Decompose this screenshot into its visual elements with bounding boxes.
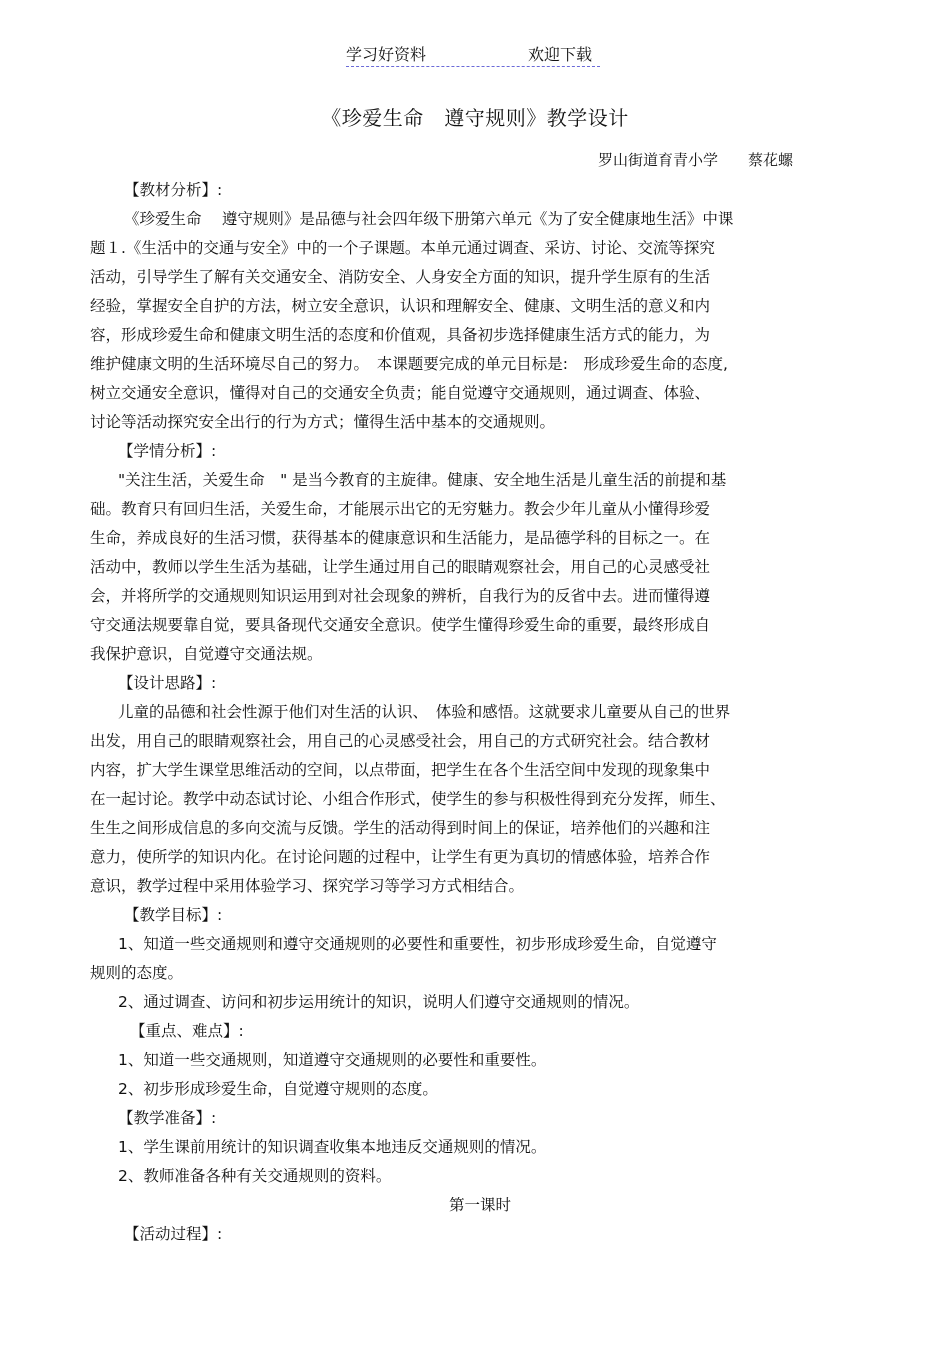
text-line: 2、教师准备各种有关交通规则的资料。 [118,1167,392,1185]
text-line: 守交通法规要靠自觉，要具备现代交通安全意识。使学生懂得珍爱生命的重要，最终形成自 [90,616,711,634]
text-line: 1、学生课前用统计的知识调查收集本地违反交通规则的情况。 [118,1138,547,1156]
text-line: 内容，扩大学生课堂思维活动的空间，以点带面，把学生在各个生活空间中发现的现象集中 [90,761,711,779]
text-line: 【教学目标】: [124,906,223,924]
text-line: 树立交通安全意识，懂得对自己的交通安全负责；能自觉遵守交通规则，通过调查、体验、 [90,384,711,402]
text-line: 会，并将所学的交通规则知识运用到对社会现象的辨析，自我行为的反省中去。进而懂得遵 [90,587,711,605]
text-line: 题１.《生活中的交通与安全》中的一个子课题。本单元通过调查、采访、讨论、交流等探究 [90,239,715,257]
text-line: 活动，引导学生了解有关交通安全、消防安全、人身安全方面的知识，提升学生原有的生活 [90,268,711,286]
document-body [90,176,850,1249]
text-line: 【教材分析】: [124,181,223,199]
text-line: 1、知道一些交通规则，知道遵守交通规则的必要性和重要性。 [118,1051,547,1069]
text-line: 意力，使所学的知识内化。在讨论问题的过程中，让学生有更为真切的情感体验，培养合作 [90,848,711,866]
text-line: 础。教育只有回归生活，关爱生命，才能展示出它的无穷魅力。教会少年儿童从小懂得珍爱 [90,500,711,518]
header-left-text: 学习好资料 [346,45,427,64]
text-line: 2、初步形成珍爱生命，自觉遵守规则的态度。 [118,1080,438,1098]
text-line: 容，形成珍爱生命和健康文明生活的态度和价值观，具备初步选择健康生活方式的能力，为 [90,326,711,344]
text-line: 经验，掌握安全自护的方法，树立安全意识，认识和理解安全、健康、文明生活的意义和内 [90,297,711,315]
text-line: 生命，养成良好的生活习惯，获得基本的健康意识和生活能力，是品德学科的目标之一。在 [90,529,711,547]
text-line: 在一起讨论。教学中动态试讨论、小组合作形式，使学生的参与积极性得到充分发挥，师生、 [90,790,726,808]
page-header [346,42,600,67]
text-line: 规则的态度。 [90,964,184,982]
text-line: 我保护意识，自觉遵守交通法规。 [90,645,323,663]
text-line: "关注生活，关爱生命 " 是当今教育的主旋律。健康、安全地生活是儿童生活的前提和基 [118,471,727,489]
text-line: 讨论等活动探究安全出行的行为方式；懂得生活中基本的交通规则。 [90,413,556,431]
author-line: 罗山街道育青小学 蔡花螺 [598,151,794,169]
text-line: 第一课时 [448,1196,511,1214]
text-line: 出发，用自己的眼睛观察社会，用自己的心灵感受社会，用自己的方式研究社会。结合教材 [90,732,711,750]
text-line: 【设计思路】: [118,674,217,692]
text-line: 意识，教学过程中采用体验学习、探究学习等学习方式相结合。 [90,877,525,895]
document-title: 《珍爱生命 遵守规则》教学设计 [321,106,629,130]
text-line: 【活动过程】: [124,1225,223,1243]
text-line: 【教学准备】: [118,1109,217,1127]
header-right-text: 欢迎下载 [528,45,593,64]
text-line: 生生之间形成信息的多向交流与反馈。学生的活动得到时间上的保证，培养他们的兴趣和注 [90,819,711,837]
text-line: 2、通过调查、访问和初步运用统计的知识，说明人们遵守交通规则的情况。 [118,993,640,1011]
text-line: 维护健康文明的生活环境尽自己的努力。 本课题要完成的单元目标是: 形成珍爱生命的态度, [90,355,728,373]
text-line: 活动中，教师以学生生活为基础，让学生通过用自己的眼睛观察社会，用自己的心灵感受社 [90,558,711,576]
text-line: 儿童的品德和社会性源于他们对生活的认识、 体验和感悟。这就要求儿童要从自己的世界 [118,703,731,721]
text-line: 1、知道一些交通规则和遵守交通规则的必要性和重要性，初步形成珍爱生命，自觉遵守 [118,935,717,953]
text-line: 【重点、难点】: [130,1022,244,1040]
text-line: 《珍爱生命 遵守规则》是品德与社会四年级下册第六单元《为了安全健康地生活》中课 [124,210,734,228]
text-line: 【学情分析】: [118,442,217,460]
